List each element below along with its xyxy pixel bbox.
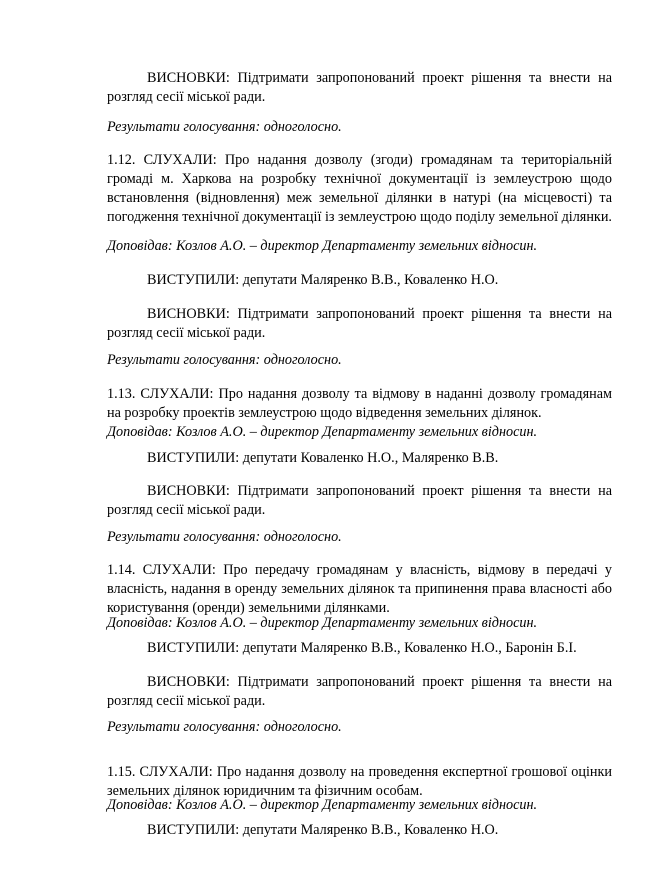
voting-results: Результати голосування: одноголосно. [107, 529, 342, 545]
heard-item-1-14: 1.14. СЛУХАЛИ: Про передачу громадянам у власність, відмову в передачі у власність, надання в оренду земельних ділянок та припинення права власності або користування (оренди) земельними ділянками. [107, 562, 612, 616]
reporter-line: Доповідав: Козлов А.О. – директор Департаменту земельних відносин. [107, 424, 538, 440]
speakers-line: ВИСТУПИЛИ: депутати Маляренко В.В., Коваленко Н.О. [147, 272, 499, 288]
speakers-line: ВИСТУПИЛИ: депутати Коваленко Н.О., Маляренко В.В. [147, 450, 499, 466]
heard-item-1-12: 1.12. СЛУХАЛИ: Про надання дозволу (згоди) громадянам та територіальній громаді м. Харкова на розробку технічної документації із землеустрою щодо встановлення (відновлення) меж земельної ділянки в натурі (на місцевості) та погодження технічної документації із землеустрою щодо поділу земельної ділянки. [107, 152, 612, 225]
voting-results: Результати голосування: одноголосно. [107, 352, 342, 368]
speakers-line: ВИСТУПИЛИ: депутати Маляренко В.В., Коваленко Н.О., Баронін Б.І. [147, 640, 577, 656]
conclusions-paragraph: ВИСНОВКИ: Підтримати запропонований проект рішення та внести на розгляд сесії міської ради. [107, 483, 612, 518]
heard-item-1-15: 1.15. СЛУХАЛИ: Про надання дозволу на проведення експертної грошової оцінки земельних ділянок юридичним та фізичним особам. [107, 764, 612, 799]
voting-results: Результати голосування: одноголосно. [107, 719, 342, 735]
reporter-line: Доповідав: Козлов А.О. – директор Департаменту земельних відносин. [107, 797, 538, 813]
speakers-line: ВИСТУПИЛИ: депутати Маляренко В.В., Коваленко Н.О. [147, 822, 499, 838]
conclusions-paragraph: ВИСНОВКИ: Підтримати запропонований проект рішення та внести на розгляд сесії міської ради. [107, 306, 612, 341]
reporter-line: Доповідав: Козлов А.О. – директор Департаменту земельних відносин. [107, 238, 538, 254]
voting-results: Результати голосування: одноголосно. [107, 119, 342, 135]
conclusions-paragraph: ВИСНОВКИ: Підтримати запропонований проект рішення та внести на розгляд сесії міської ради. [107, 70, 612, 105]
reporter-line: Доповідав: Козлов А.О. – директор Департаменту земельних відносин. [107, 615, 538, 631]
heard-item-1-13: 1.13. СЛУХАЛИ: Про надання дозволу та відмову в наданні дозволу громадянам на розробку проектів землеустрою щодо відведення земельних ділянок. [107, 386, 612, 421]
conclusions-paragraph: ВИСНОВКИ: Підтримати запропонований проект рішення та внести на розгляд сесії міської ради. [107, 674, 612, 709]
